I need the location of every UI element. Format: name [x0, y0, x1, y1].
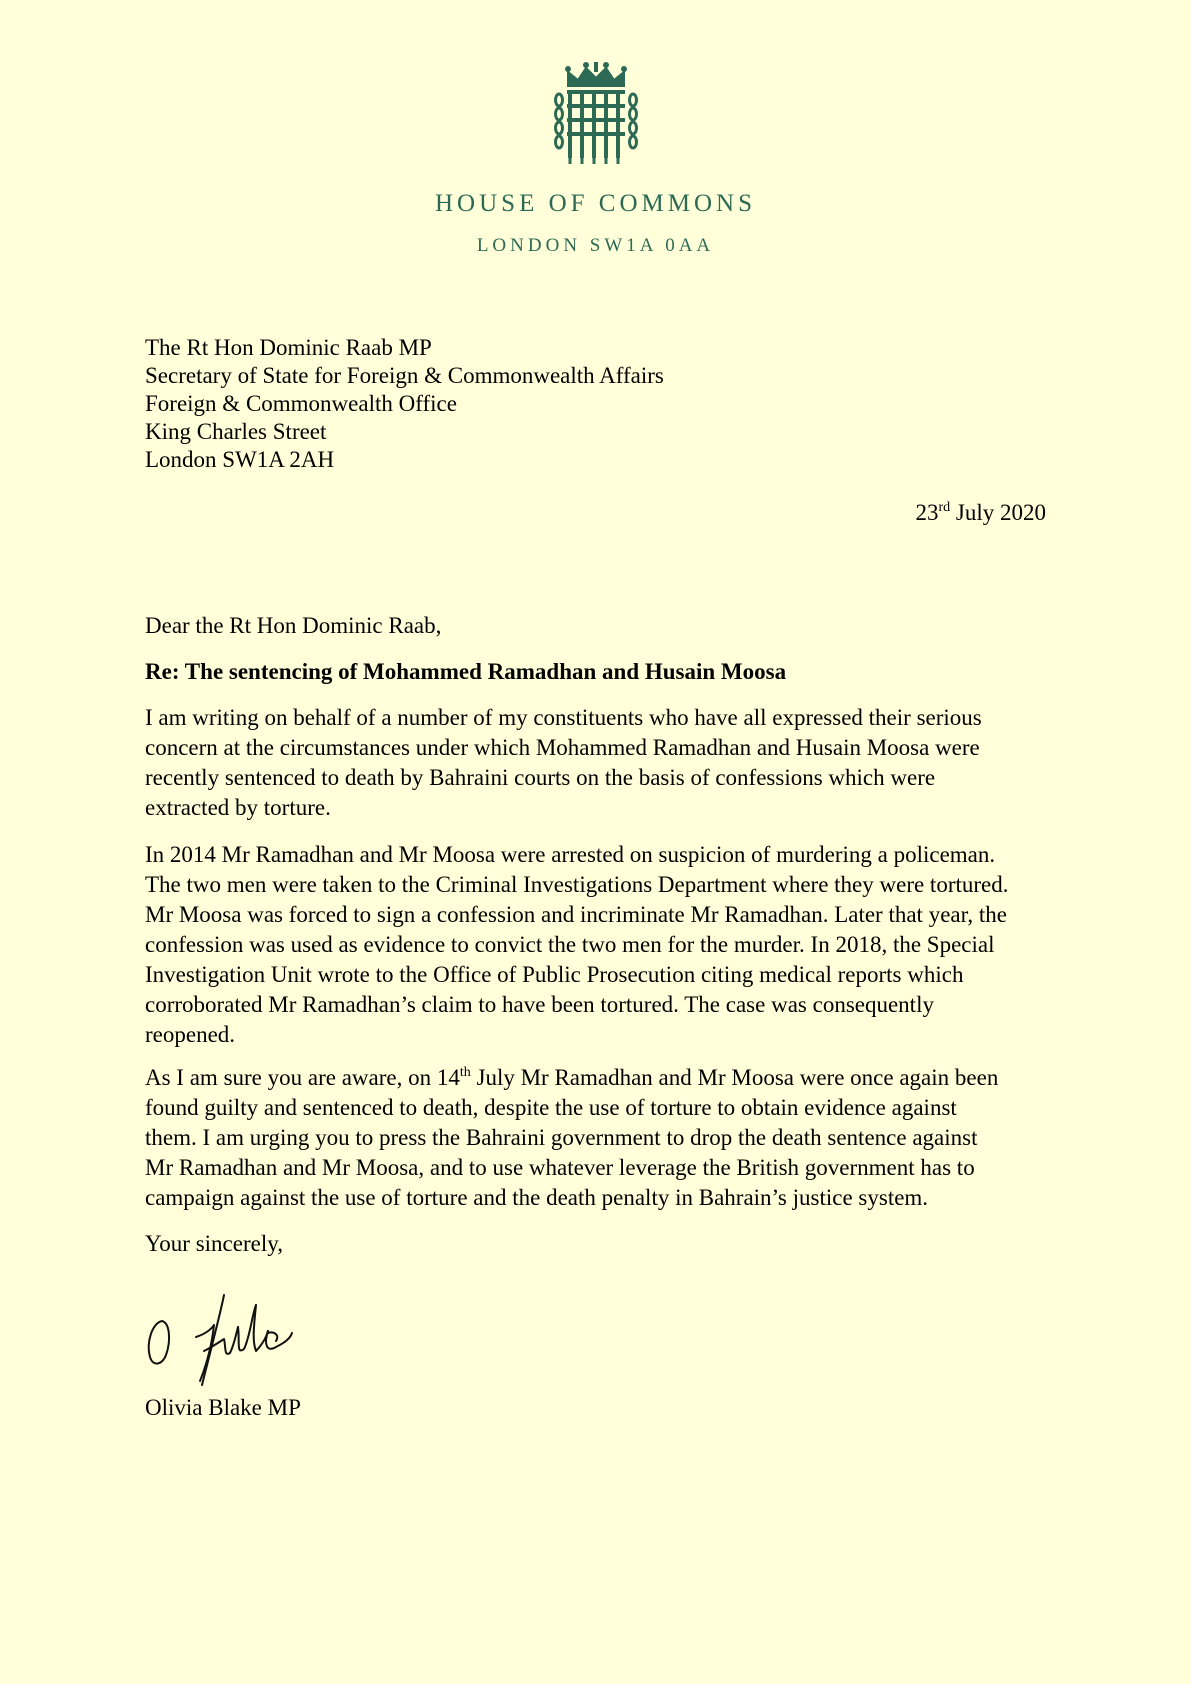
- signature-image: [140, 1285, 300, 1390]
- body-line: I am writing on behalf of a number of my constituents who have all expressed their serious: [145, 705, 982, 730]
- body-line: Investigation Unit wrote to the Office of Public Prosecution citing medical reports which: [145, 962, 964, 987]
- body-line: corroborated Mr Ramadhan’s claim to have been tortured. The case was consequently: [145, 992, 934, 1017]
- recipient-line: Secretary of State for Foreign & Commonwealth Affairs: [145, 363, 664, 388]
- body-line: concern at the circumstances under which Mohammed Ramadhan and Husain Moosa were: [145, 735, 980, 760]
- letterhead: [0, 62, 1191, 255]
- body-paragraph-1: [145, 703, 1050, 823]
- signer-name: Olivia Blake MP: [145, 1395, 301, 1420]
- body-line: [145, 1063, 1050, 1093]
- letter-date: [915, 500, 1046, 526]
- recipient-line: King Charles Street: [145, 419, 327, 444]
- body-text: As I am sure you are aware, on 14: [145, 1065, 460, 1090]
- organisation-address: LONDON SW1A 0AA: [476, 235, 715, 256]
- organisation-name: HOUSE OF COMMONS: [435, 190, 756, 217]
- body-paragraph-3: [145, 1063, 1050, 1213]
- body-line: Mr Ramadhan and Mr Moosa, and to use whatever leverage the British government has to: [145, 1155, 975, 1180]
- body-line: Mr Moosa was forced to sign a confession and incriminate Mr Ramadhan. Later that year, the: [145, 902, 1007, 927]
- subject-line: Re: The sentencing of Mohammed Ramadhan and Husain Moosa: [145, 659, 787, 684]
- body-line: them. I am urging you to press the Bahraini government to drop the death sentence against: [145, 1125, 978, 1150]
- body-line: confession was used as evidence to convict the two men for the murder. In 2018, the Special: [145, 932, 995, 957]
- body-line: found guilty and sentenced to death, despite the use of torture to obtain evidence against: [145, 1095, 957, 1120]
- body-line: reopened.: [145, 1022, 236, 1047]
- body-text: July Mr Ramadhan and Mr Moosa were once again been: [470, 1065, 999, 1090]
- body-paragraph-2: [145, 840, 1050, 1050]
- recipient-address: [145, 334, 664, 474]
- date-day: 23: [915, 500, 939, 525]
- body-line: extracted by torture.: [145, 795, 331, 820]
- recipient-line: Foreign & Commonwealth Office: [145, 391, 457, 416]
- body-line: recently sentenced to death by Bahraini courts on the basis of confessions which were: [145, 765, 936, 790]
- portcullis-icon: [554, 62, 638, 166]
- body-line: In 2014 Mr Ramadhan and Mr Moosa were arrested on suspicion of murdering a policeman.: [145, 842, 996, 867]
- recipient-line: The Rt Hon Dominic Raab MP: [145, 335, 432, 360]
- salutation: Dear the Rt Hon Dominic Raab,: [145, 613, 442, 638]
- date-rest: July 2020: [950, 500, 1046, 525]
- date-suffix: rd: [938, 500, 951, 515]
- body-line: The two men were taken to the Criminal Investigations Department where they were tortured.: [145, 872, 1009, 897]
- closing: Your sincerely,: [145, 1231, 283, 1256]
- recipient-line: London SW1A 2AH: [145, 447, 335, 472]
- date-ordinal: th: [459, 1065, 471, 1080]
- body-line: campaign against the use of torture and the death penalty in Bahrain’s justice system.: [145, 1185, 929, 1210]
